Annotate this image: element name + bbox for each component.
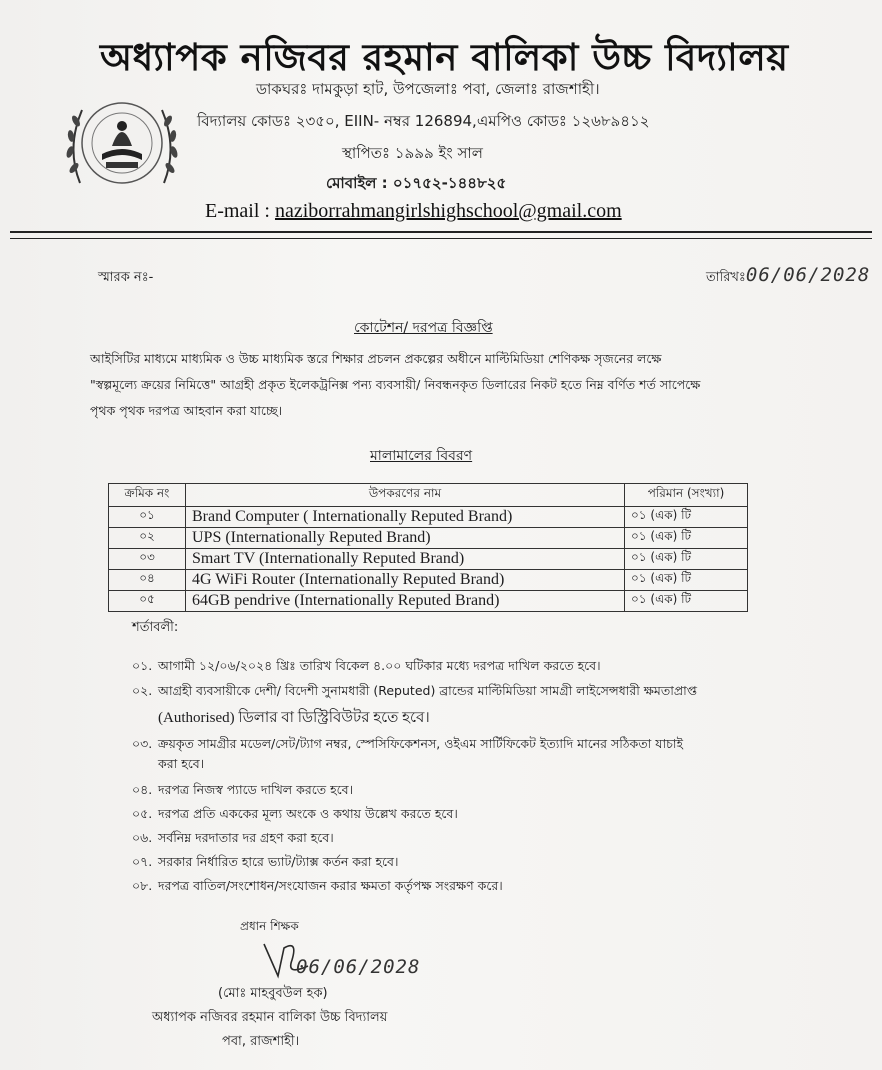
date-handwritten: 06/06/2028 [745, 264, 871, 286]
notice-title: কোটেশন/ দরপত্র বিজ্ঞপ্তি [354, 320, 493, 336]
memo-date [706, 264, 870, 289]
notice-line-1: আইসিটির মাধ্যমে মাধ্যমিক ও উচ্চ মাধ্যমিক স্তরে শিক্ষার প্রচলন প্রকল্পের অধীনে মাল্টিমিডিয়া শেণিকক্ষ সৃজনের লক্ষে [90, 351, 662, 366]
address-line: ডাকঘরঃ দামকুড়া হাট, উপজেলাঃ পবা, জেলাঃ রাজশাহী। [256, 80, 600, 98]
term-item [132, 806, 458, 826]
header-divider-thin [10, 238, 872, 239]
row-qty: ০১ (এক) টি [625, 507, 748, 528]
row-serial: ০১ [109, 507, 186, 528]
signatory-location: পবা, রাজশাহী। [222, 1034, 300, 1049]
row-item: 4G WiFi Router (Internationally Reputed Brand) [186, 570, 625, 591]
terms-title: শর্তাবলী: [132, 620, 179, 635]
term-text: সরকার নির্ধারিত হারে ভ্যাট/ট্যাক্স কর্তন করা হবে। [158, 854, 399, 869]
row-qty: ০১ (এক) টি [625, 591, 748, 612]
term-item [132, 830, 334, 850]
term-item [132, 782, 353, 802]
table-row [109, 570, 748, 591]
table-header-row [109, 484, 748, 507]
term-text: দরপত্র প্রতি এককের মূল্য অংকে ও কথায় উল্লেখ করতে হবে। [158, 806, 458, 821]
goods-title: মালামালের বিবরণ [370, 448, 473, 464]
goods-table [108, 483, 748, 612]
row-qty: ০১ (এক) টি [625, 528, 748, 549]
row-item: 64GB pendrive (Internationally Reputed Brand) [186, 591, 625, 612]
term-continuation: (Authorised) ডিলার বা ডিস্ট্রিবিউটর হতে হবে। [158, 710, 430, 726]
email-line [205, 200, 622, 223]
term-number: ০৪. [132, 782, 153, 797]
term-text: ক্রয়কৃত সামগ্রীর মডেল/সেট/ট্যাগ নম্বর, স্পেসিফিকেশনস, ওইএম সার্টিফিকেট ইত্যাদি মানের সঠিকতা যাচাই [158, 736, 683, 751]
date-label: তারিখঃ [706, 270, 746, 285]
signature-role: প্রধান শিক্ষক [240, 919, 299, 933]
table-row [109, 591, 748, 612]
col-qty-header: পরিমান (সংখ্যা) [625, 484, 748, 507]
row-qty: ০১ (এক) টি [625, 570, 748, 591]
signatory-school: অধ্যাপক নজিবর রহমান বালিকা উচ্চ বিদ্যালয় [152, 1010, 388, 1025]
row-serial: ০৩ [109, 549, 186, 570]
table-row [109, 528, 748, 549]
table-row [109, 549, 748, 570]
notice-paragraph [90, 346, 780, 424]
term-text: আগ্রহী ব্যবসায়ীকে দেশী/ বিদেশী সুনামধারী (Reputed) ব্রান্ডের মাল্টিমিডিয়া সামগ্রী লাইসেন্সধারী ক্ষমতাপ্রাপ্ত [158, 683, 698, 698]
row-qty: ০১ (এক) টি [625, 549, 748, 570]
email-link[interactable]: naziborrahmangirlshighschool@gmail.com [274, 200, 622, 222]
term-number: ০১. [132, 658, 153, 673]
row-item: UPS (Internationally Reputed Brand) [186, 528, 625, 549]
email-label: E-mail : [205, 200, 275, 222]
term-item [132, 736, 683, 756]
row-serial: ০৫ [109, 591, 186, 612]
term-item [132, 878, 503, 898]
signatory-name: (মোঃ মাহবুবউল হক) [218, 986, 328, 1001]
header-divider-thick [10, 231, 872, 233]
term-text: সর্বনিম্ন দরদাতার দর গ্রহণ করা হবে। [158, 830, 334, 845]
table-row [109, 507, 748, 528]
term-item [132, 854, 399, 874]
term-number: ০২. [132, 683, 153, 698]
col-item-header: উপকরণের নাম [186, 484, 625, 507]
row-item: Smart TV (Internationally Reputed Brand) [186, 549, 625, 570]
term-number: ০৫. [132, 806, 153, 821]
term-text: আগামী ১২/০৬/২০২৪ খ্রিঃ তারিখ বিকেল ৪.০০ ঘটিকার মধ্যে দরপত্র দাখিল করতে হবে। [158, 658, 601, 673]
row-item: Brand Computer ( Internationally Reputed Brand) [186, 507, 625, 528]
term-text: দরপত্র বাতিল/সংশোধন/সংযোজন করার ক্ষমতা কর্তৃপক্ষ সংরক্ষণ করে। [158, 878, 503, 893]
term-number: ০৮. [132, 878, 153, 893]
term-text: দরপত্র নিজস্ব প্যাডে দাখিল করতে হবে। [158, 782, 354, 797]
term-number: ০৭. [132, 854, 153, 869]
school-name-heading: অধ্যাপক নজিবর রহমান বালিকা উচ্চ বিদ্যালয় [100, 36, 789, 79]
notice-line-3: পৃথক পৃথক দরপত্র আহবান করা যাচ্ছে। [90, 403, 283, 418]
term-continuation: করা হবে। [158, 756, 205, 771]
mobile-line: মোবাইল : ০১৭৫২-১৪৪৮২৫ [326, 174, 507, 192]
col-serial-header: ক্রমিক নং [109, 484, 186, 507]
row-serial: ০৪ [109, 570, 186, 591]
school-emblem-icon [60, 88, 184, 200]
memo-ref-label: স্মারক নঃ- [98, 270, 154, 285]
signature-date: 06/06/2028 [296, 956, 421, 978]
term-number: ০৬. [132, 830, 153, 845]
established-line: স্থাপিতঃ ১৯৯৯ ইং সাল [342, 144, 483, 162]
row-serial: ০২ [109, 528, 186, 549]
term-item [132, 658, 601, 678]
codes-line: বিদ্যালয় কোডঃ ২৩৫০, EIIN- নম্বর 126894,এমপিও কোডঃ ১২৬৮৯৪১২ [197, 112, 650, 130]
term-number: ০৩. [132, 736, 153, 751]
term-item [132, 683, 697, 703]
notice-line-2: "স্বল্পমূল্যে ক্রয়ের নিমিত্তে" আগ্রহী প্রকৃত ইলেকট্রনিক্স পন্য ব্যবসায়ী/ নিবন্ধনকৃত ডিলারের নিকট হতে নিম্ন বর্ণিত শর্ত সাপেক্ষে [90, 377, 701, 392]
